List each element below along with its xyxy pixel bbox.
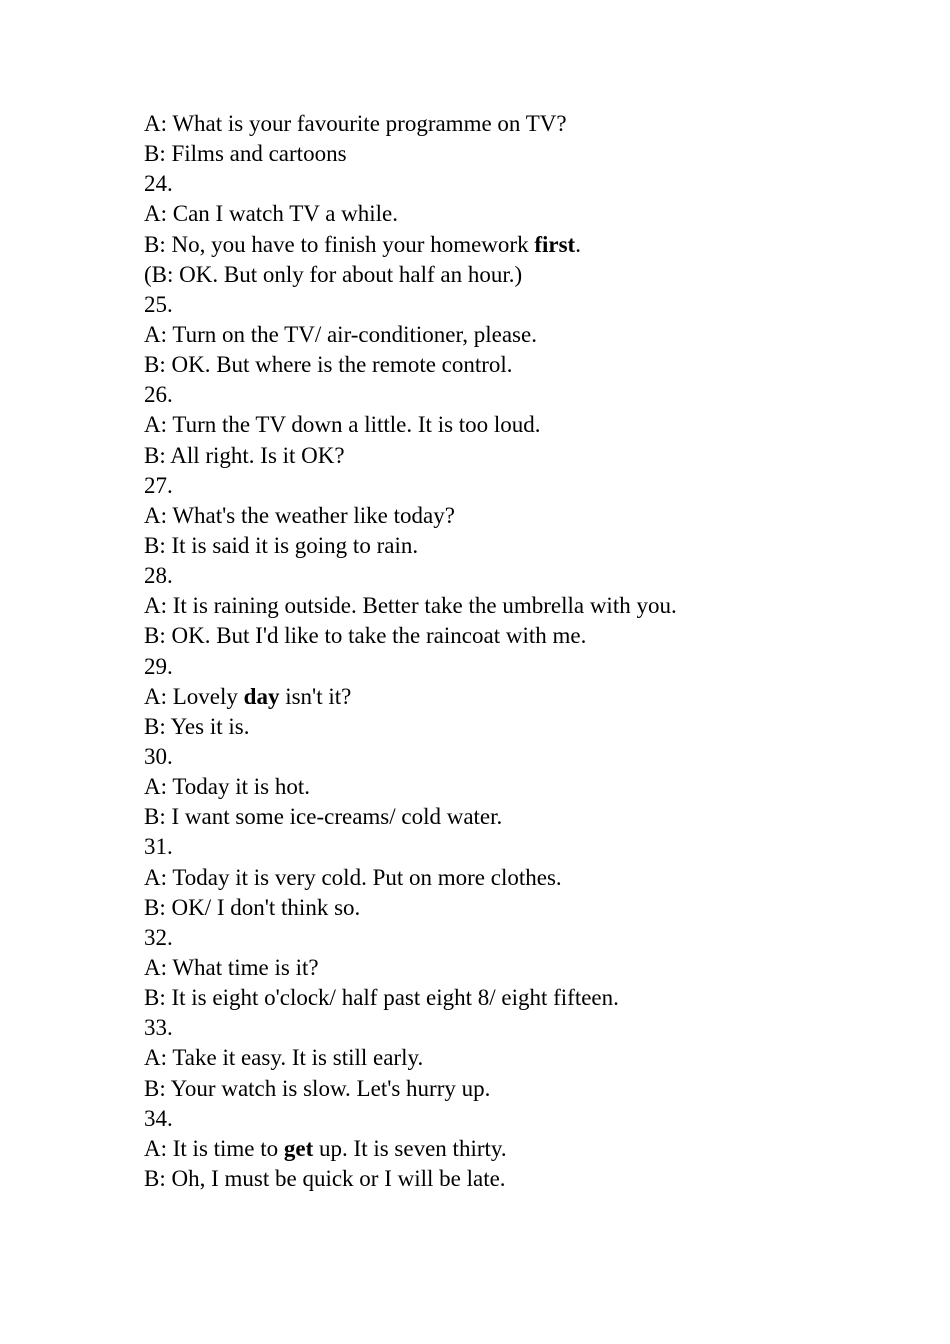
line-text: A: Turn on the TV/ air-conditioner, please. <box>144 321 537 347</box>
line-text: A: It is raining outside. Better take the umbrella with you. <box>144 593 677 619</box>
speaker-a-line <box>144 772 904 802</box>
line-text: 25. <box>144 291 173 317</box>
speaker-a-line <box>144 1134 904 1164</box>
speaker-a-line <box>144 1043 904 1073</box>
line-text: 27. <box>144 472 173 498</box>
line-text: A: It is time to <box>144 1135 284 1161</box>
line-text: (B: OK. But only for about half an hour.) <box>144 261 523 287</box>
line-text: 31. <box>144 834 173 860</box>
speaker-b-line <box>144 350 904 380</box>
speaker-b-line <box>144 139 904 169</box>
line-text: B: Your watch is slow. Let's hurry up. <box>144 1075 491 1101</box>
item-number <box>144 923 904 953</box>
speaker-a-line <box>144 109 904 139</box>
speaker-b-line <box>144 1074 904 1104</box>
item-number <box>144 652 904 682</box>
speaker-a-line <box>144 953 904 983</box>
item-number <box>144 169 904 199</box>
line-text: B: It is eight o'clock/ half past eight 8/ eight fifteen. <box>144 985 619 1011</box>
line-text: B: Films and cartoons <box>144 141 347 167</box>
line-text: B: It is said it is going to rain. <box>144 532 419 558</box>
line-text: 28. <box>144 563 173 589</box>
line-text: A: Turn the TV down a little. It is too loud. <box>144 412 541 438</box>
item-number <box>144 1013 904 1043</box>
speaker-b-line <box>144 230 904 260</box>
line-text: B: I want some ice-creams/ cold water. <box>144 804 503 830</box>
speaker-b-line <box>144 893 904 923</box>
line-text: A: Today it is very cold. Put on more clothes. <box>144 864 562 890</box>
speaker-b-line <box>144 621 904 651</box>
line-text: A: What's the weather like today? <box>144 502 455 528</box>
speaker-a-line <box>144 501 904 531</box>
bold-keyword: first <box>534 231 576 257</box>
item-number <box>144 290 904 320</box>
line-text: A: What is your favourite programme on TV? <box>144 111 567 136</box>
item-number <box>144 1104 904 1134</box>
line-text: B: OK. But I'd like to take the raincoat with me. <box>144 623 587 649</box>
line-text: A: Take it easy. It is still early. <box>144 1045 424 1071</box>
line-text: 33. <box>144 1015 173 1041</box>
speaker-b-line <box>144 441 904 471</box>
line-text: A: What time is it? <box>144 954 319 980</box>
line-text: up. It is seven thirty. <box>313 1135 507 1161</box>
speaker-a-line <box>144 320 904 350</box>
item-number <box>144 561 904 591</box>
speaker-a-line <box>144 199 904 229</box>
item-number <box>144 380 904 410</box>
line-text: 29. <box>144 653 173 679</box>
dialogue-text-block <box>144 109 904 1194</box>
line-text: A: Today it is hot. <box>144 774 310 800</box>
line-text: 34. <box>144 1105 173 1131</box>
line-text: 26. <box>144 382 173 408</box>
line-text: isn't it? <box>279 683 352 709</box>
speaker-b-line <box>144 1164 904 1194</box>
line-text: 32. <box>144 924 173 950</box>
item-number <box>144 471 904 501</box>
line-text: B: No, you have to finish your homework <box>144 231 535 257</box>
speaker-a-line <box>144 863 904 893</box>
speaker-b-line <box>144 983 904 1013</box>
line-text: B: Oh, I must be quick or I will be late. <box>144 1165 506 1191</box>
alternative-answer-line <box>144 260 904 290</box>
line-text: B: All right. Is it OK? <box>144 442 345 468</box>
line-text: B: Yes it is. <box>144 713 250 739</box>
speaker-a-line <box>144 682 904 712</box>
line-text: 30. <box>144 743 173 769</box>
line-text: 24. <box>144 171 173 197</box>
speaker-b-line <box>144 531 904 561</box>
bold-keyword: get <box>283 1135 314 1161</box>
speaker-a-line <box>144 410 904 440</box>
bold-keyword: day <box>243 683 280 709</box>
line-text: B: OK. But where is the remote control. <box>144 352 513 378</box>
speaker-b-line <box>144 802 904 832</box>
line-text: A: Lovely <box>144 683 244 709</box>
speaker-a-line <box>144 591 904 621</box>
item-number <box>144 742 904 772</box>
speaker-b-line <box>144 712 904 742</box>
line-text: B: OK/ I don't think so. <box>144 894 361 920</box>
line-text: A: Can I watch TV a while. <box>144 201 399 227</box>
line-text: . <box>575 231 581 257</box>
item-number <box>144 832 904 862</box>
